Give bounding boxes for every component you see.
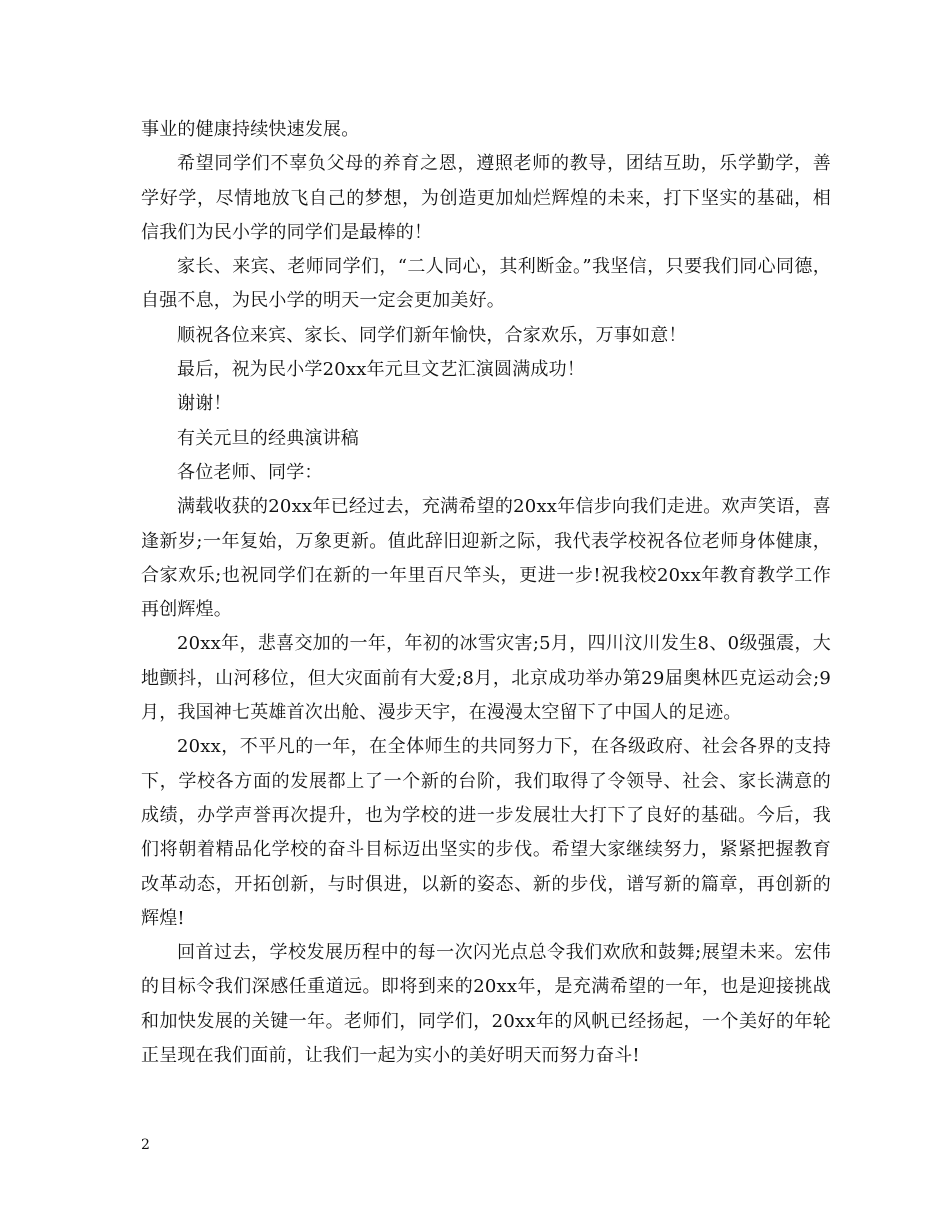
page-number: 2 <box>141 1137 150 1153</box>
paragraph: 20xx，不平凡的一年，在全体师生的共同努力下，在各级政府、社会各界的支持下，学校各方面的发展都上了一个新的台阶，我们取得了令领导、社会、家长满意的成绩，办学声誉再次提升，也为学校的进一步发展壮大打下了良好的基础。今后，我们将朝着精品化学校的奋斗目标迈出坚实的步伐。希望大家继续努力，紧紧把握教育改革动态，开拓创新，与时俱进，以新的姿态、新的步伐，谱写新的篇章，再创新的辉煌! <box>141 736 831 929</box>
paragraph: 事业的健康持续快速发展。 <box>141 119 360 140</box>
paragraph: 满载收获的20xx年已经过去，充满希望的20xx年信步向我们走进。欢声笑语，喜逢新岁;一年复始，万象更新。值此辞旧迎新之际，我代表学校祝各位老师身体健康，合家欢乐;也祝同学们在新的一年里百尺竿头，更进一步!祝我校20xx年教育教学工作再创辉煌。 <box>141 496 831 621</box>
document-body <box>141 113 831 1073</box>
paragraph: 顺祝各位来宾、家长、同学们新年愉快，合家欢乐，万事如意！ <box>177 324 687 346</box>
paragraph: 回首过去，学校发展历程中的每一次闪光点总令我们欢欣和鼓舞;展望未来。宏伟的目标令我们深感任重道远。即将到来的20xx年，是充满希望的一年，也是迎接挑战和加快发展的关键一年。老师们，同学们，20xx年的风帆已经扬起，一个美好的年轮正呈现在我们面前，让我们一起为实小的美好明天而努力奋斗! <box>141 942 831 1067</box>
paragraph: 最后，祝为民小学20xx年元旦文艺汇演圆满成功！ <box>177 359 586 381</box>
paragraph: 家长、来宾、老师同学们，“二人同心，其利断金。”我坚信，只要我们同心同德，自强不息，为民小学的明天一定会更加美好。 <box>141 256 831 312</box>
paragraph: 希望同学们不辜负父母的养育之恩，遵照老师的教导，团结互助，乐学勤学，善学好学，尽情地放飞自己的梦想，为创造更加灿烂辉煌的未来，打下坚实的基础，相信我们为民小学的同学们是最棒的！ <box>141 153 831 243</box>
salutation: 各位老师、同学： <box>177 461 323 483</box>
paragraph: 20xx年，悲喜交加的一年，年初的冰雪灾害;5月，四川汶川发生8、0级强震，大地颤抖，山河移位，但大灾面前有大爱;8月，北京成功举办第29届奥林匹克运动会;9月，我国神七英雄首次出舱、漫步天宇，在漫漫太空留下了中国人的足迹。 <box>141 633 831 724</box>
paragraph: 谢谢！ <box>177 393 232 415</box>
section-title: 有关元旦的经典演讲稿 <box>177 427 359 449</box>
